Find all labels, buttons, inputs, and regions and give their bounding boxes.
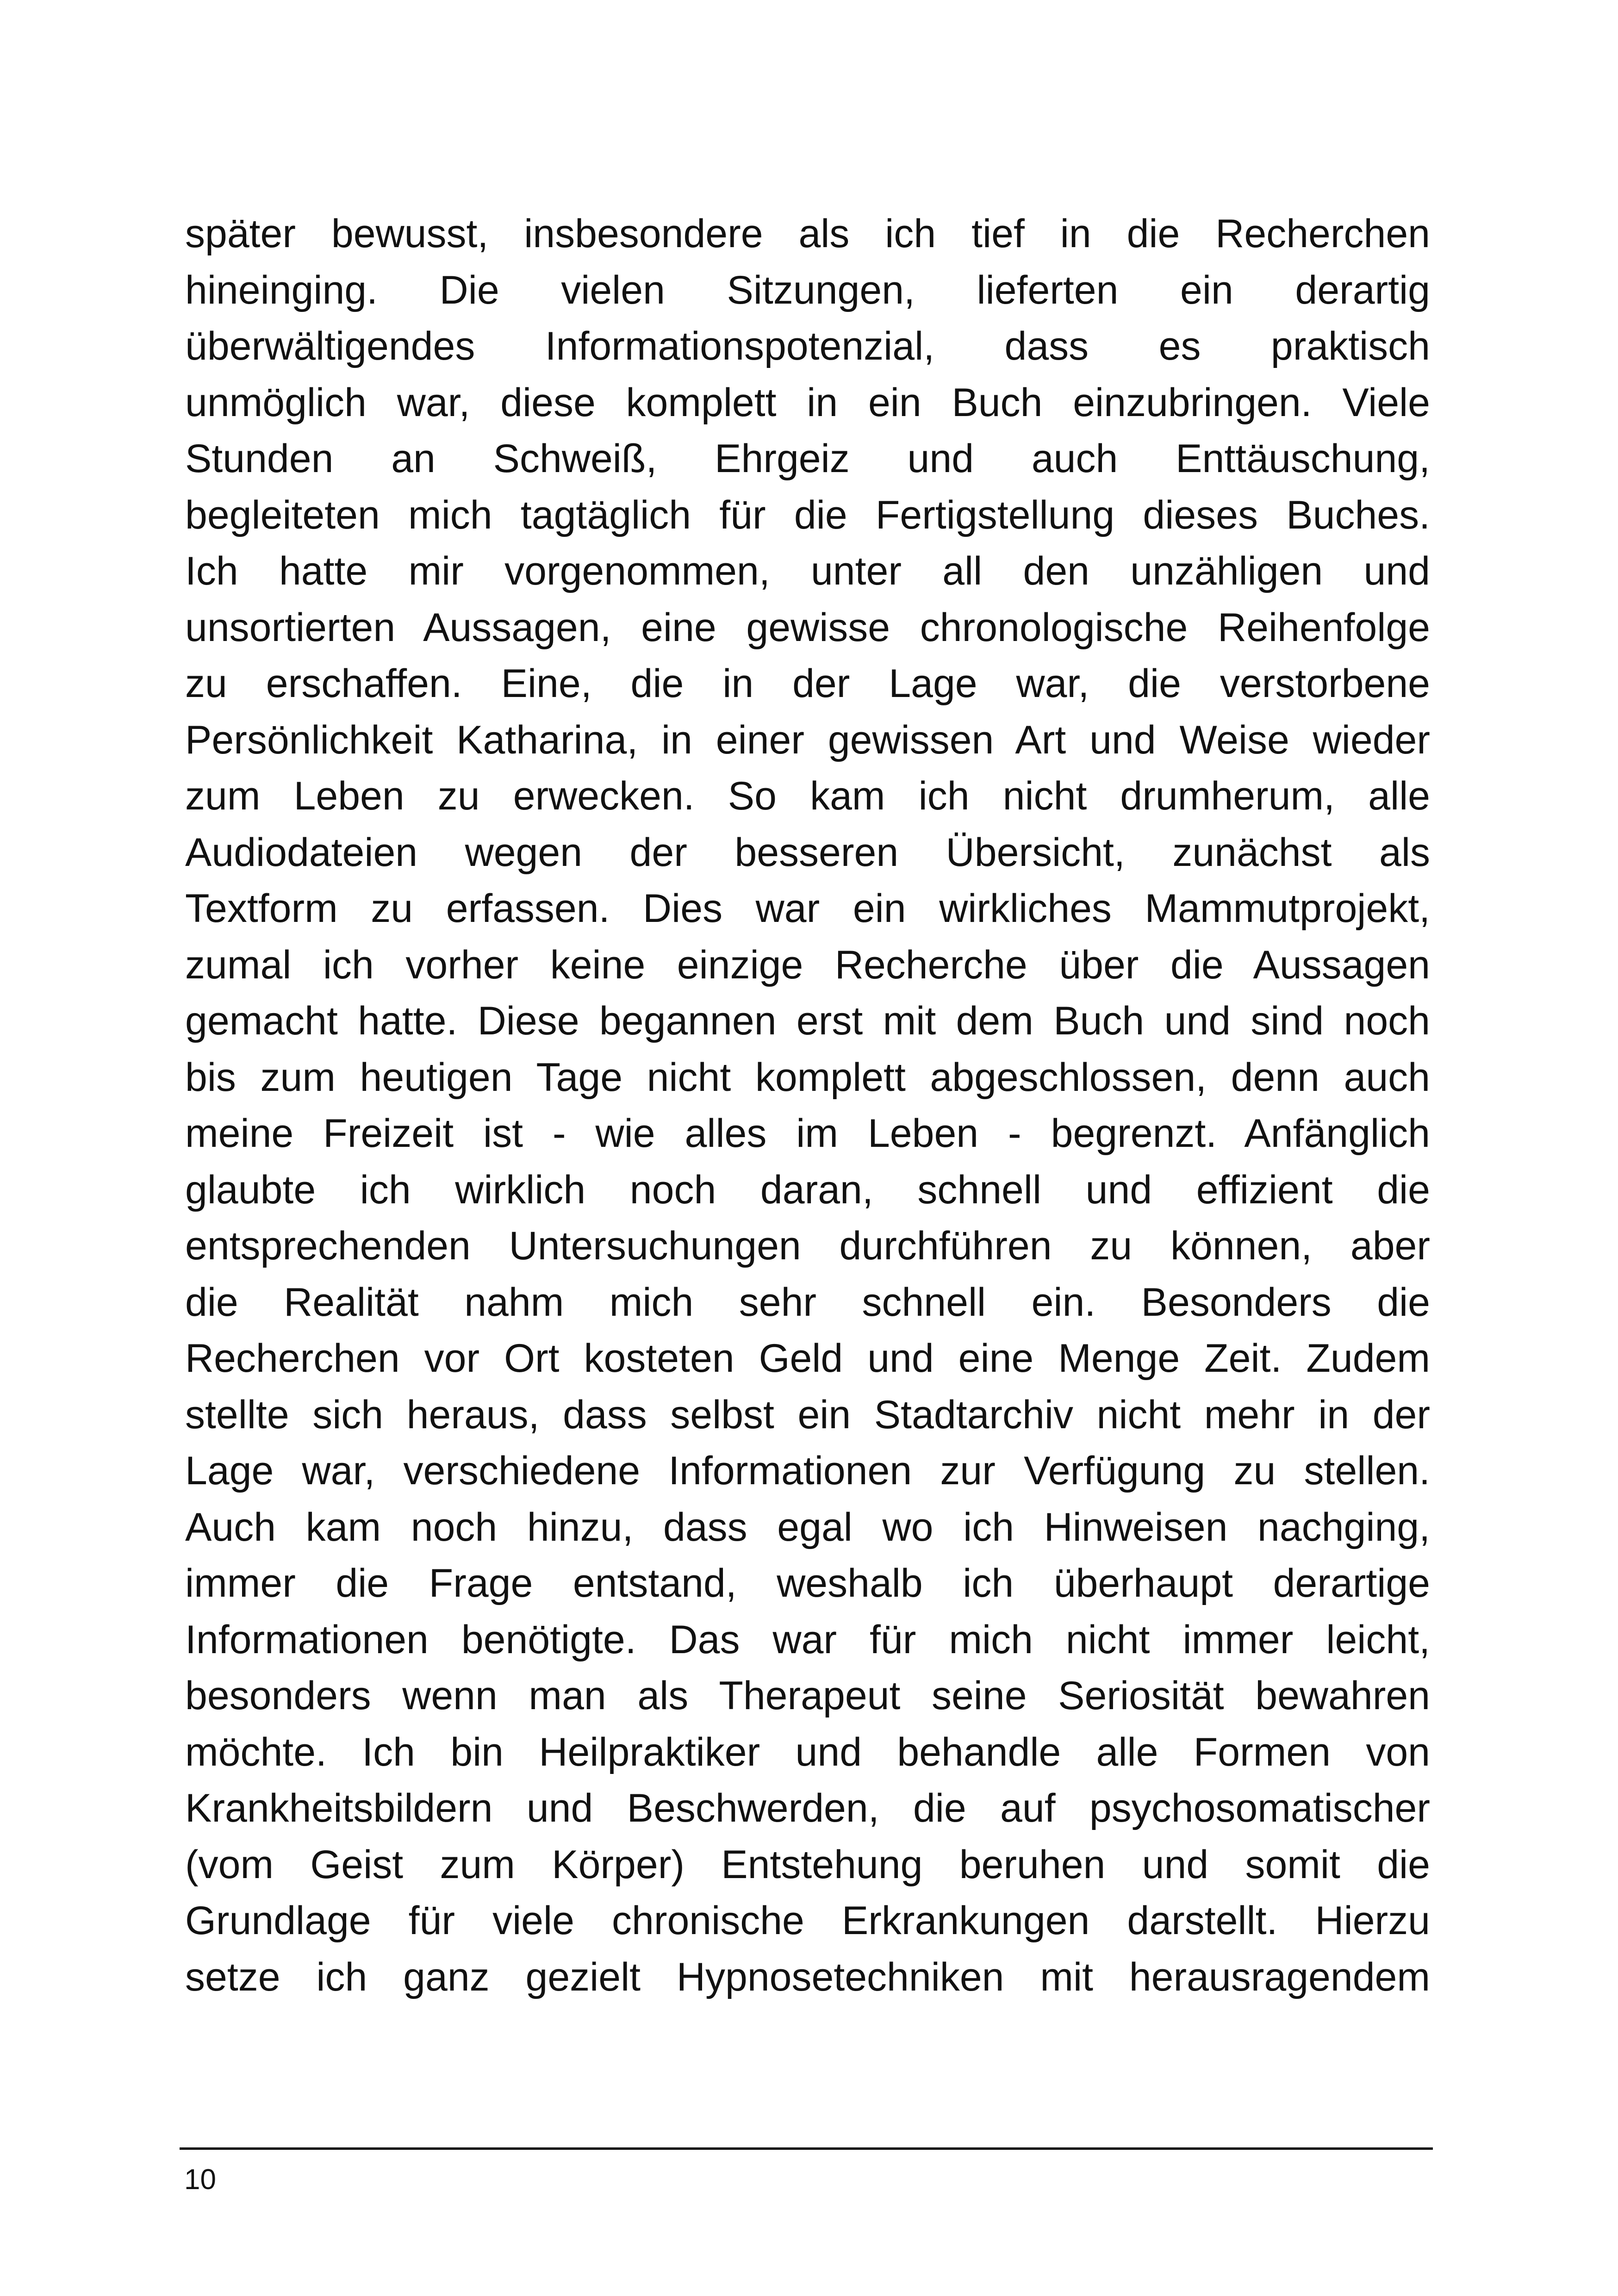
text-line: besonders wenn man als Therapeut seine Seriosität bewahren (185, 1674, 1430, 1718)
text-line: (vom Geist zum Körper) Entstehung beruhen und somit die (185, 1842, 1430, 1887)
text-line: die Realität nahm mich sehr schnell ein. Besonders die (185, 1280, 1430, 1325)
text-line: Recherchen vor Ort kosteten Geld und eine Menge Zeit. Zudem (185, 1336, 1430, 1381)
body-paragraph (185, 206, 1430, 2005)
text-line: Textform zu erfassen. Dies war ein wirkliches Mammutprojekt, (185, 886, 1430, 931)
text-line: überwältigendes Informationspotenzial, dass es praktisch (185, 324, 1430, 368)
text-line: zumal ich vorher keine einzige Recherche über die Aussagen (185, 942, 1430, 987)
text-line: Stunden an Schweiß, Ehrgeiz und auch Enttäuschung, (185, 436, 1430, 481)
text-line: gemacht hatte. Diese begannen erst mit dem Buch und sind noch (185, 999, 1430, 1043)
text-line: meine Freizeit ist - wie alles im Leben - begrenzt. Anfänglich (185, 1111, 1430, 1156)
text-line: später bewusst, insbesondere als ich tief in die Recherchen (185, 212, 1430, 256)
text-line: möchte. Ich bin Heilpraktiker und behandle alle Formen von (185, 1730, 1430, 1774)
text-line: Informationen benötigte. Das war für mich nicht immer leicht, (185, 1617, 1430, 1662)
text-line: Lage war, verschiedene Informationen zur Verfügung zu stellen. (185, 1449, 1430, 1493)
text-line: bis zum heutigen Tage nicht komplett abgeschlossen, denn auch (185, 1055, 1430, 1100)
text-line: zu erschaffen. Eine, die in der Lage war, die verstorbene (185, 661, 1430, 706)
text-line: begleiteten mich tagtäglich für die Fertigstellung dieses Buches. (185, 492, 1430, 537)
text-line: Persönlichkeit Katharina, in einer gewissen Art und Weise wieder (185, 717, 1430, 762)
text-line: setze ich ganz gezielt Hypnosetechniken mit herausragendem (185, 1954, 1430, 1999)
text-line: glaubte ich wirklich noch daran, schnell und effizient die (185, 1167, 1430, 1212)
text-line: Grundlage für viele chronische Erkrankungen darstellt. Hierzu (185, 1898, 1430, 1943)
text-line: immer die Frage entstand, weshalb ich überhaupt derartige (185, 1561, 1430, 1605)
text-line: unmöglich war, diese komplett in ein Buch einzubringen. Viele (185, 380, 1430, 425)
footer-divider (180, 2147, 1433, 2150)
text-line: stellte sich heraus, dass selbst ein Stadtarchiv nicht mehr in der (185, 1392, 1430, 1437)
text-line: Audiodateien wegen der besseren Übersicht, zunächst als (185, 830, 1430, 875)
text-line: hineinging. Die vielen Sitzungen, lieferten ein derartig (185, 268, 1430, 312)
text-line: zum Leben zu erwecken. So kam ich nicht drumherum, alle (185, 774, 1430, 818)
page-number: 10 (184, 2164, 216, 2196)
text-line: Krankheitsbildern und Beschwerden, die auf psychosomatischer (185, 1786, 1430, 1830)
text-line: Ich hatte mir vorgenommen, unter all den unzähligen und (185, 549, 1430, 593)
text-line: Auch kam noch hinzu, dass egal wo ich Hinweisen nachging, (185, 1505, 1430, 1549)
text-line: entsprechenden Untersuchungen durchführen zu können, aber (185, 1224, 1430, 1268)
text-line: unsortierten Aussagen, eine gewisse chronologische Reihenfolge (185, 605, 1430, 650)
